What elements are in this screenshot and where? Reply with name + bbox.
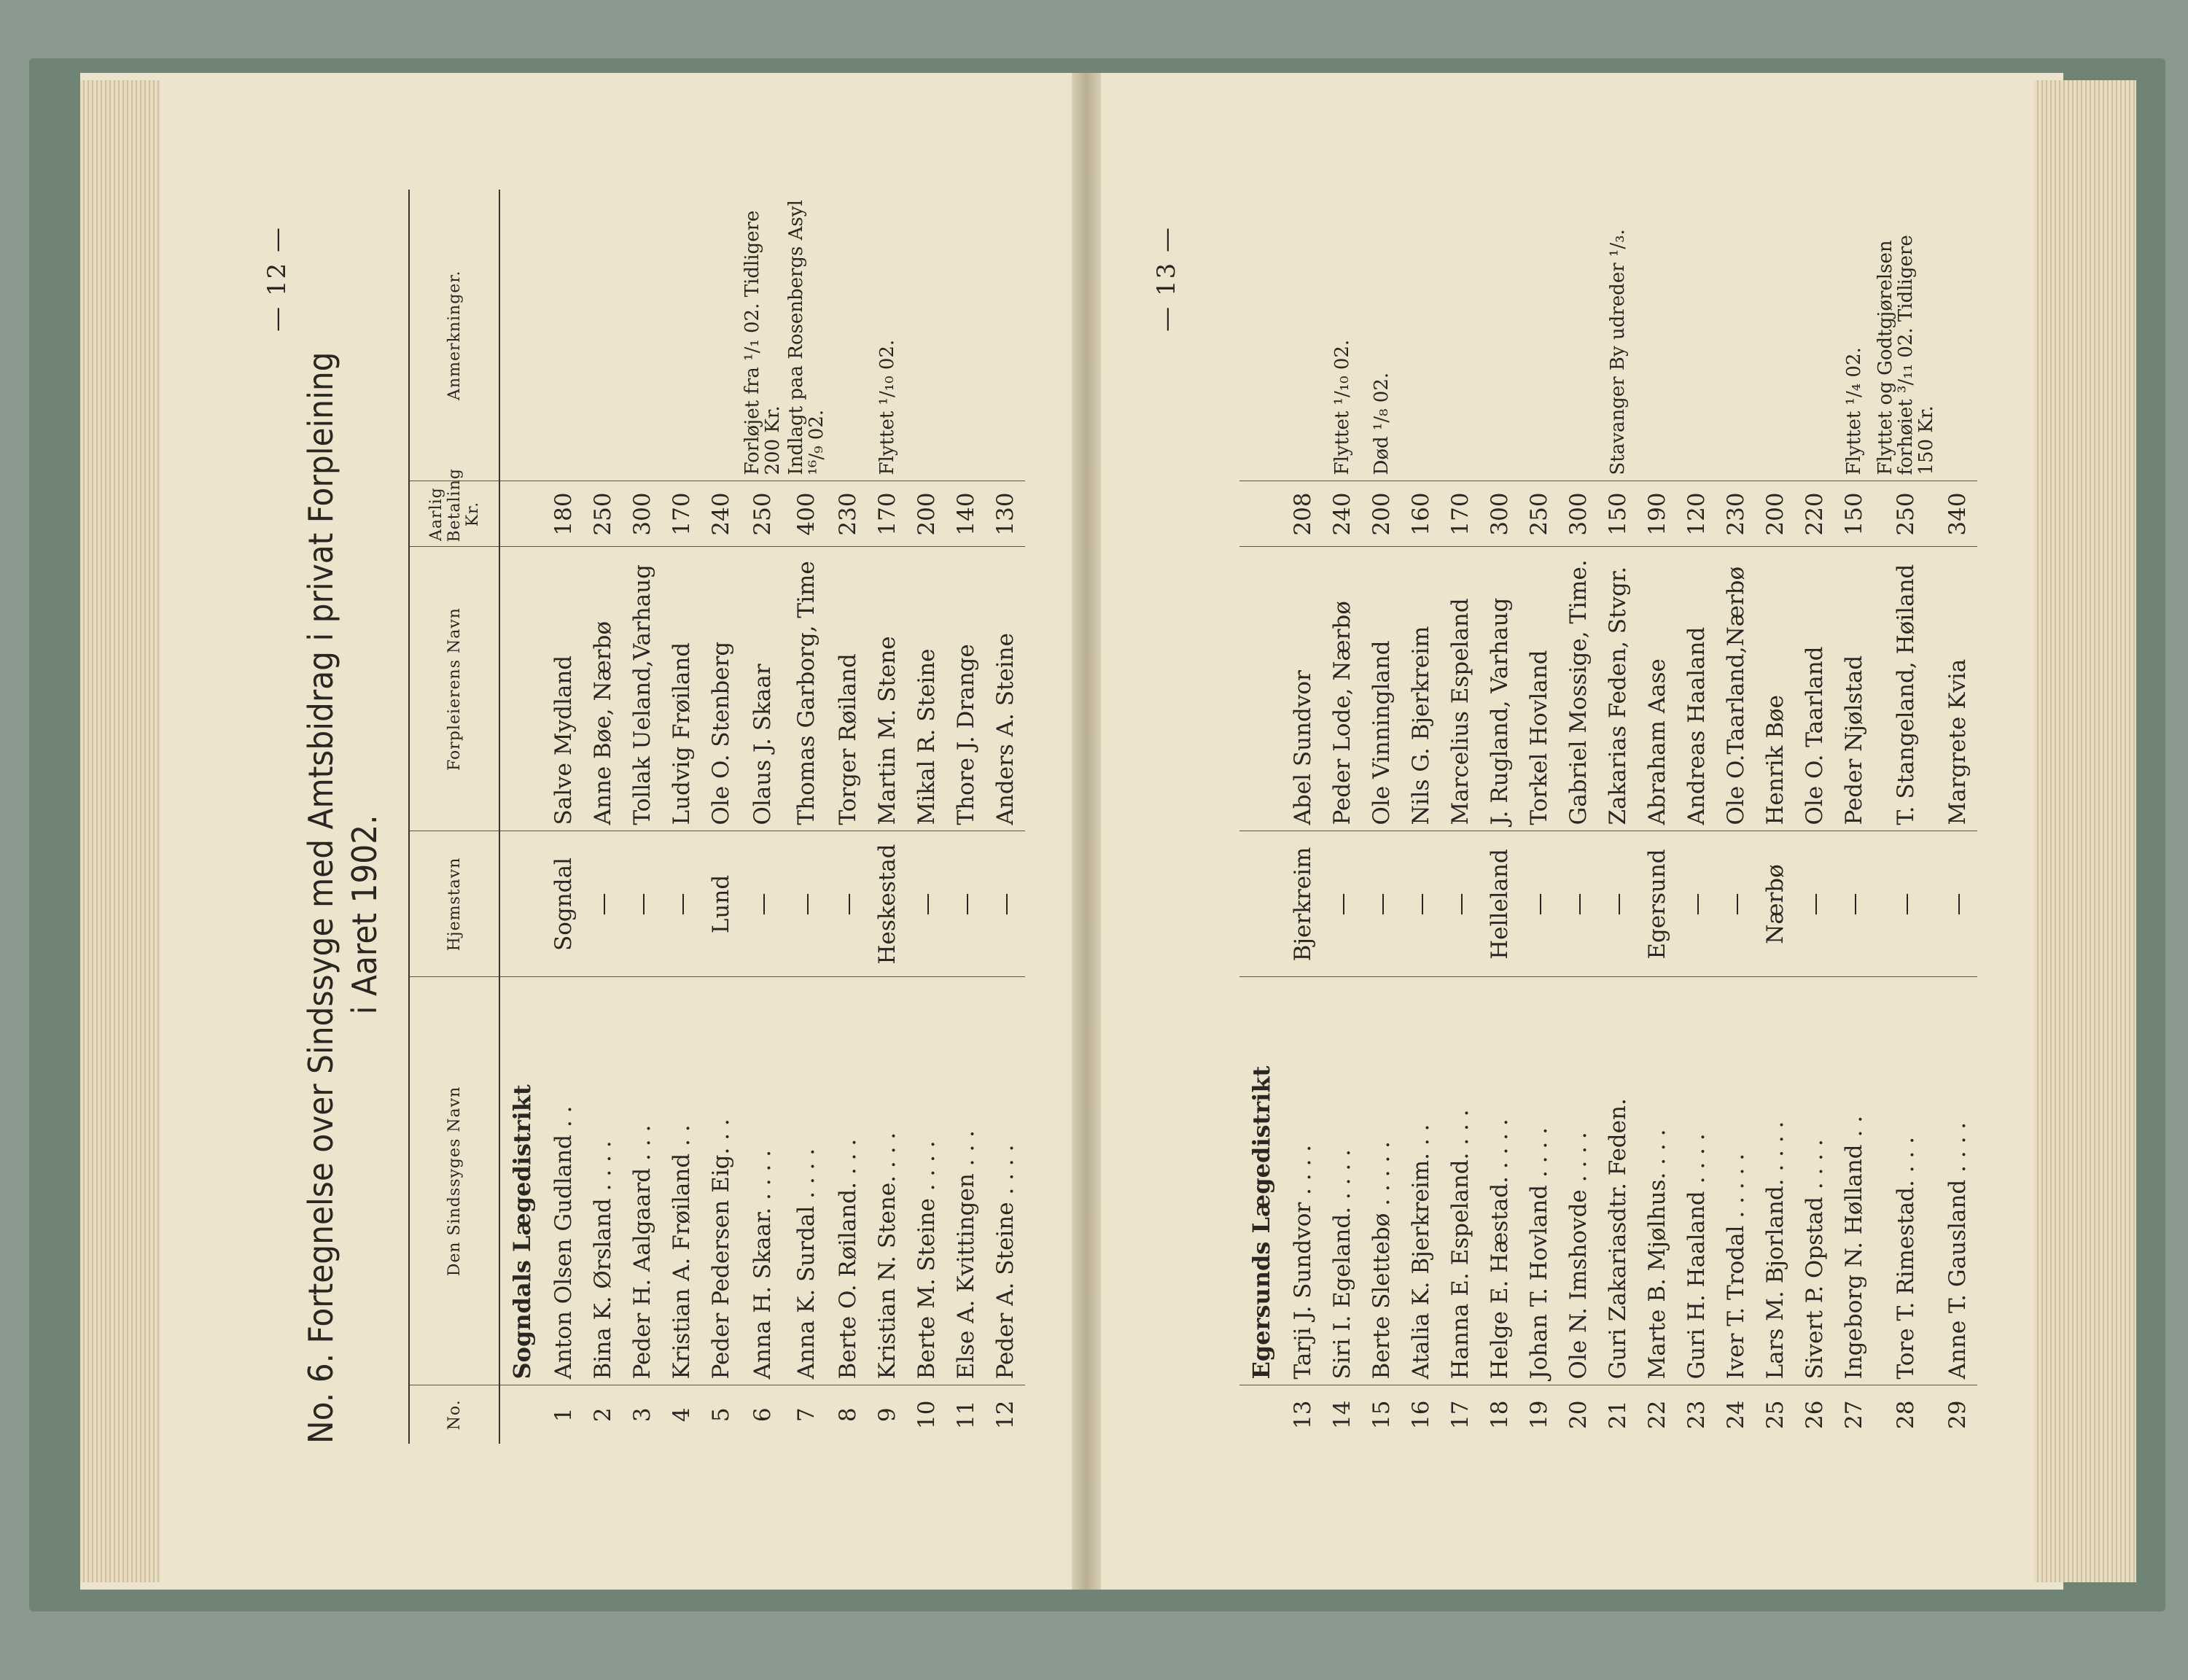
annual-payment: 300	[623, 481, 662, 547]
patient-name: Anna K. Surdal . . . .	[785, 977, 828, 1385]
keeper-name: J. Rugland, Varhaug	[1480, 547, 1519, 831]
annual-payment: 200	[1362, 481, 1401, 547]
remark	[544, 190, 583, 481]
patient-name: Ingeborg N. Hølland . .	[1834, 977, 1874, 1385]
annual-payment: 300	[1480, 481, 1519, 547]
row-number: 8	[835, 1407, 861, 1423]
patient-name: Peder H. Aalgaard . . .	[623, 977, 662, 1385]
remark	[1519, 190, 1559, 481]
keeper-name: T. Stangeland, Høiland	[1874, 547, 1938, 831]
home-place: —	[1441, 831, 1480, 977]
remark: Flyttet ¹/₄ 02.	[1834, 190, 1874, 481]
patient-name: Anna H. Skaar. . . . .	[741, 977, 785, 1385]
table-row	[623, 190, 662, 1444]
annual-payment: 250	[741, 481, 785, 547]
annual-payment: 140	[946, 481, 986, 547]
row-number: 17	[1447, 1400, 1473, 1429]
keeper-name: Torger Røiland	[828, 547, 868, 831]
keeper-name: Ludvig Frøiland	[662, 547, 701, 831]
row-number: 21	[1605, 1400, 1631, 1429]
home-place: —	[907, 831, 946, 977]
register-table-left	[408, 190, 1025, 1444]
table-row	[1834, 190, 1874, 1444]
keeper-name: Martin M. Stene	[868, 547, 907, 831]
row-number: 4	[669, 1407, 695, 1423]
row-number: 28	[1893, 1400, 1919, 1429]
keeper-name: Gabriel Mossige, Time.	[1559, 547, 1598, 831]
annual-payment: 240	[701, 481, 741, 547]
annual-payment: 300	[1559, 481, 1598, 547]
patient-name: Siri I. Egeland. . . . .	[1323, 977, 1362, 1385]
remark	[1283, 190, 1323, 481]
patient-name: Berte O. Røiland. . . .	[828, 977, 868, 1385]
table-row	[1480, 190, 1519, 1444]
annual-payment: 240	[1323, 481, 1362, 547]
patient-name: Helge E. Hæstad. . . . .	[1480, 977, 1519, 1385]
annual-payment: 160	[1401, 481, 1441, 547]
annual-payment: 170	[662, 481, 701, 547]
row-number: 25	[1762, 1400, 1788, 1429]
right-page-edges	[2034, 80, 2136, 1582]
patient-name: Kristian A. Frøiland . .	[662, 977, 701, 1385]
keeper-name: Mikal R. Steine	[907, 547, 946, 831]
keeper-name: Nils G. Bjerkreim	[1401, 547, 1441, 831]
keeper-name: Zakarias Feden, Stvgr.	[1598, 547, 1638, 831]
page-number-left: — 12 —	[262, 226, 292, 332]
row-number: 2	[590, 1407, 616, 1423]
annual-payment: 340	[1938, 481, 1977, 547]
patient-name: Peder A. Steine . . . .	[986, 977, 1025, 1385]
district-empty-cell	[1239, 481, 1283, 547]
remark	[986, 190, 1025, 481]
keeper-name: Ole O. Taarland	[1795, 547, 1834, 831]
home-place: —	[1795, 831, 1834, 977]
annual-payment: 180	[544, 481, 583, 547]
row-number: 19	[1526, 1400, 1552, 1429]
row-number: 3	[629, 1407, 655, 1423]
table-row	[1795, 190, 1834, 1444]
remark	[1677, 190, 1716, 481]
keeper-name: Olaus J. Skaar	[741, 547, 785, 831]
district-empty-cell	[499, 481, 544, 547]
remark	[623, 190, 662, 481]
keeper-name: Margrete Kvia	[1938, 547, 1977, 831]
remark	[1938, 190, 1977, 481]
home-place: Lund	[701, 831, 741, 977]
annual-payment: 170	[1441, 481, 1480, 547]
header-keeper: Forpleierens Navn	[409, 547, 499, 831]
row-number: 9	[874, 1407, 900, 1423]
keeper-name: Ole Vinningland	[1362, 547, 1401, 831]
patient-name: Kristian N. Stene. . . .	[868, 977, 907, 1385]
home-place: —	[986, 831, 1025, 977]
patient-name: Iver T. Trodal . . . . .	[1716, 977, 1756, 1385]
patient-name: Atalia K. Bjerkreim. . .	[1401, 977, 1441, 1385]
keeper-name: Abel Sundvor	[1283, 547, 1323, 831]
table-row	[1874, 190, 1938, 1444]
remark	[1756, 190, 1795, 481]
table-row	[1559, 190, 1598, 1444]
row-number: 1	[550, 1407, 577, 1423]
remark	[1559, 190, 1598, 481]
row-number: 15	[1369, 1400, 1395, 1429]
keeper-name: Peder Lode, Nærbø	[1323, 547, 1362, 831]
remark	[946, 190, 986, 481]
annual-payment: 250	[583, 481, 623, 547]
keeper-name: Torkel Hovland	[1519, 547, 1559, 831]
table-row	[828, 190, 868, 1444]
district-empty-cell	[499, 831, 544, 977]
remark	[701, 190, 741, 481]
remark	[662, 190, 701, 481]
district-empty-cell	[1239, 547, 1283, 831]
row-number: 6	[750, 1407, 776, 1423]
keeper-name: Anders A. Steine	[986, 547, 1025, 831]
patient-name: Tore T. Rimestad. . . .	[1874, 977, 1938, 1385]
keeper-name: Salve Mydland	[544, 547, 583, 831]
district-name: Egersunds Lægedistrikt	[1239, 977, 1283, 1385]
remark: Flyttet ¹/₁₀ 02.	[868, 190, 907, 481]
district-empty-cell	[1239, 190, 1283, 481]
row-number: 11	[953, 1400, 979, 1429]
header-name: Den Sindssyges Navn	[409, 977, 499, 1385]
district-empty-cell	[1239, 831, 1283, 977]
table-row	[1362, 190, 1401, 1444]
header-home: Hjemstavn	[409, 831, 499, 977]
row-number: 24	[1723, 1400, 1749, 1429]
keeper-name: Anne Bøe, Nærbø	[583, 547, 623, 831]
table-row	[1598, 190, 1638, 1444]
remark: Flyttet og Godtgjørelsen forhøiet ³/₁₁ 02. Tidligere 150 Kr.	[1874, 190, 1938, 481]
patient-name: Johan T. Hovland . . . .	[1519, 977, 1559, 1385]
row-number: 18	[1487, 1400, 1513, 1429]
annual-payment: 200	[1756, 481, 1795, 547]
page-number-right: — 13 —	[1152, 226, 1181, 332]
table-row	[785, 190, 828, 1444]
table-header-row	[409, 190, 499, 1444]
keeper-name: Thomas Garborg, Time	[785, 547, 828, 831]
remark	[1480, 190, 1519, 481]
home-place: Heskestad	[868, 831, 907, 977]
row-number: 20	[1565, 1400, 1592, 1429]
patient-name: Berte Slettebø . . . . .	[1362, 977, 1401, 1385]
table-row	[1441, 190, 1480, 1444]
annual-payment: 208	[1283, 481, 1323, 547]
row-number: 12	[992, 1400, 1019, 1429]
district-empty-cell	[499, 547, 544, 831]
row-number: 14	[1329, 1400, 1355, 1429]
district-no-cell	[1239, 1385, 1283, 1444]
title-line-1: No. 6. Fortegnelse over Sindssyge med Amtsbidrag i privat Forpleining	[301, 351, 340, 1444]
patient-name: Sivert P. Opstad . . . .	[1795, 977, 1834, 1385]
home-place: —	[583, 831, 623, 977]
annual-payment: 150	[1834, 481, 1874, 547]
table-body-right	[1239, 190, 1977, 1444]
table-row	[1519, 190, 1559, 1444]
table-row	[946, 190, 986, 1444]
title-line-2: i Aaret 1902.	[345, 814, 384, 1015]
table-body-left	[499, 190, 1025, 1444]
keeper-name: Ole O. Stenberg	[701, 547, 741, 831]
table-row	[662, 190, 701, 1444]
annual-payment: 250	[1519, 481, 1559, 547]
right-sheet	[1152, 190, 1969, 1444]
table-row	[1401, 190, 1441, 1444]
patient-name: Berte M. Steine . . . .	[907, 977, 946, 1385]
home-place: —	[623, 831, 662, 977]
table-row	[1283, 190, 1323, 1444]
keeper-name: Tollak Ueland,Varhaug	[623, 547, 662, 831]
remark	[583, 190, 623, 481]
patient-name: Bina K. Ørsland . . . .	[583, 977, 623, 1385]
table-row	[1323, 190, 1362, 1444]
row-number: 22	[1644, 1400, 1670, 1429]
home-place: —	[662, 831, 701, 977]
home-place: —	[1874, 831, 1938, 977]
patient-name: Else A. Kvittingen . . .	[946, 977, 986, 1385]
home-place: —	[1401, 831, 1441, 977]
home-place: —	[1323, 831, 1362, 977]
left-sheet	[262, 190, 1079, 1444]
table-row	[701, 190, 741, 1444]
table-row	[1677, 190, 1716, 1444]
row-number: 23	[1683, 1400, 1710, 1429]
header-notes: Anmerkninger.	[409, 190, 499, 481]
annual-payment: 150	[1598, 481, 1638, 547]
home-place: —	[1677, 831, 1716, 977]
home-place: —	[1834, 831, 1874, 977]
document-title	[299, 290, 386, 1444]
home-place: —	[1559, 831, 1598, 977]
annual-payment: 200	[907, 481, 946, 547]
register-table-right	[1239, 190, 1977, 1444]
left-page-edges	[80, 80, 160, 1582]
row-number: 29	[1944, 1400, 1971, 1429]
district-row	[1239, 190, 1283, 1444]
home-place: —	[828, 831, 868, 977]
annual-payment: 120	[1677, 481, 1716, 547]
home-place: Sogndal	[544, 831, 583, 977]
patient-name: Anne T. Gausland . . . .	[1938, 977, 1977, 1385]
keeper-name: Thore J. Drange	[946, 547, 986, 831]
home-place: —	[1938, 831, 1977, 977]
keeper-name: Peder Njølstad	[1834, 547, 1874, 831]
annual-payment: 230	[828, 481, 868, 547]
annual-payment: 250	[1874, 481, 1938, 547]
row-number: 13	[1290, 1400, 1316, 1429]
remark: Indlagt paa Rosenbergs Asyl ¹⁶/₉ 02.	[785, 190, 828, 481]
patient-name: Anton Olsen Gudland . .	[544, 977, 583, 1385]
annual-payment: 400	[785, 481, 828, 547]
header-no: No.	[409, 1385, 499, 1444]
patient-name: Ole N. Imshovde . . . .	[1559, 977, 1598, 1385]
remark	[1441, 190, 1480, 481]
patient-name: Guri H. Haaland . . . .	[1677, 977, 1716, 1385]
home-place: —	[1716, 831, 1756, 977]
keeper-name: Ole O.Taarland,Nærbø	[1716, 547, 1756, 831]
keeper-name: Abraham Aase	[1638, 547, 1677, 831]
row-number: 5	[708, 1407, 734, 1423]
remark	[828, 190, 868, 481]
table-row	[1638, 190, 1677, 1444]
patient-name: Hanna E. Espeland. . . .	[1441, 977, 1480, 1385]
table-row	[1756, 190, 1795, 1444]
home-place: —	[785, 831, 828, 977]
remark: Stavanger By udreder ¹/₃.	[1598, 190, 1638, 481]
annual-payment: 130	[986, 481, 1025, 547]
row-number: 7	[793, 1407, 819, 1423]
home-place: —	[741, 831, 785, 977]
remark	[1795, 190, 1834, 481]
remark: Forløjet fra ¹/₁ 02. Tidligere 200 Kr.	[741, 190, 785, 481]
table-row	[741, 190, 785, 1444]
annual-payment: 170	[868, 481, 907, 547]
district-row	[499, 190, 544, 1444]
table-row	[986, 190, 1025, 1444]
home-place: Nærbø	[1756, 831, 1795, 977]
table-row	[1716, 190, 1756, 1444]
table-row	[907, 190, 946, 1444]
annual-payment: 230	[1716, 481, 1756, 547]
home-place: Helleland	[1480, 831, 1519, 977]
remark: Flyttet ¹/₁₀ 02.	[1323, 190, 1362, 481]
row-number: 27	[1841, 1400, 1867, 1429]
table-row	[1938, 190, 1977, 1444]
district-name: Sogndals Lægedistrikt	[499, 977, 544, 1385]
keeper-name: Henrik Bøe	[1756, 547, 1795, 831]
home-place: —	[1598, 831, 1638, 977]
annual-payment: 190	[1638, 481, 1677, 547]
district-no-cell	[499, 1385, 544, 1444]
remark	[1716, 190, 1756, 481]
table-row	[868, 190, 907, 1444]
home-place: —	[1362, 831, 1401, 977]
remark	[1638, 190, 1677, 481]
keeper-name: Andreas Haaland	[1677, 547, 1716, 831]
remark: Død ¹/₈ 02.	[1362, 190, 1401, 481]
home-place: Egersund	[1638, 831, 1677, 977]
district-empty-cell	[499, 190, 544, 481]
keeper-name: Marcelius Espeland	[1441, 547, 1480, 831]
patient-name: Lars M. Bjorland. . . . .	[1756, 977, 1795, 1385]
home-place: —	[946, 831, 986, 977]
remark	[1401, 190, 1441, 481]
patient-name: Tarji J. Sundvor . . . .	[1283, 977, 1323, 1385]
row-number: 10	[914, 1400, 940, 1429]
row-number: 26	[1802, 1400, 1828, 1429]
home-place: Bjerkreim	[1283, 831, 1323, 977]
table-row	[583, 190, 623, 1444]
patient-name: Guri Zakariasdtr. Feden.	[1598, 977, 1638, 1385]
annual-payment: 220	[1795, 481, 1834, 547]
header-pay: Aarlig Betaling Kr.	[409, 481, 499, 547]
row-number: 16	[1408, 1400, 1434, 1429]
remark	[907, 190, 946, 481]
home-place: —	[1519, 831, 1559, 977]
patient-name: Marte B. Mjølhus. . . .	[1638, 977, 1677, 1385]
patient-name: Peder Pedersen Eig. . .	[701, 977, 741, 1385]
table-row	[544, 190, 583, 1444]
